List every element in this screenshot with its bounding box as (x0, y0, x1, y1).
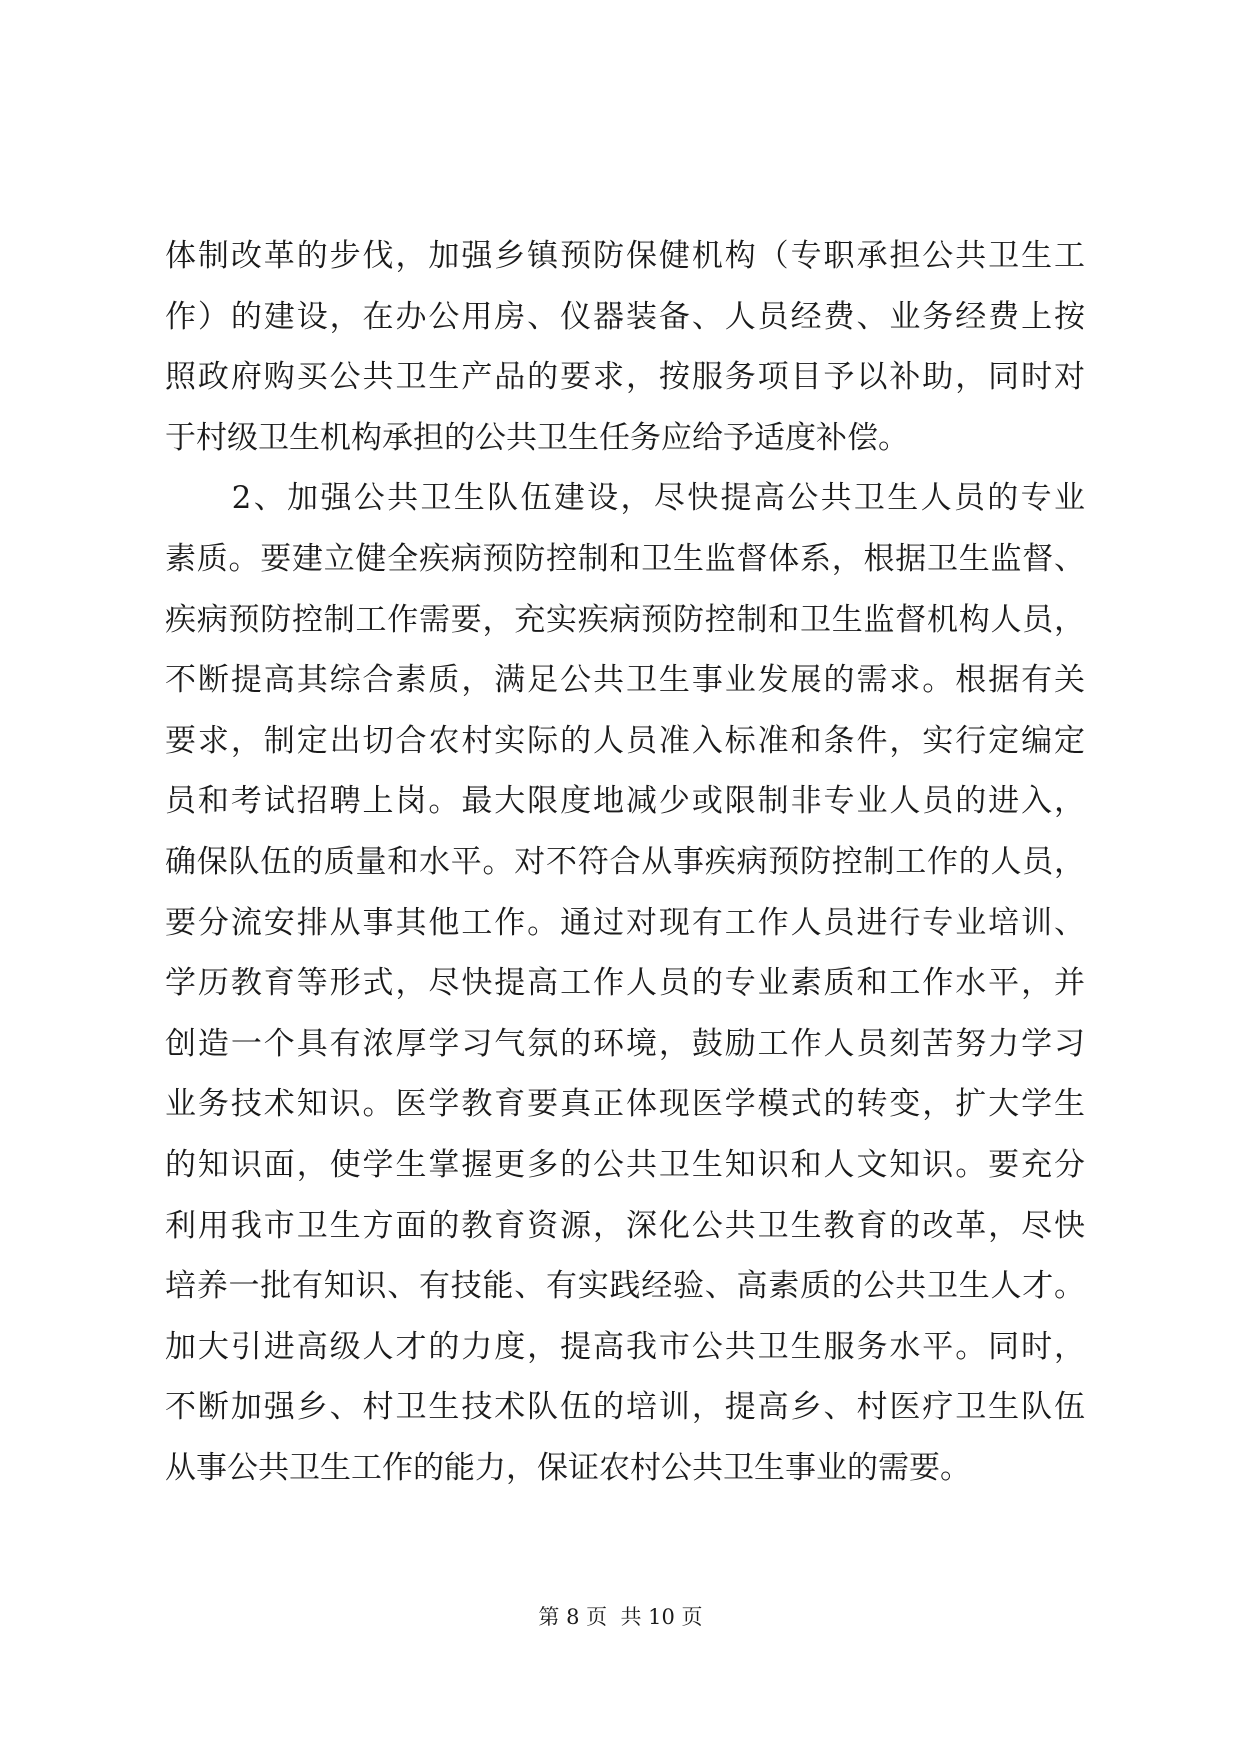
body-text (165, 226, 1085, 1498)
page-footer (0, 1602, 1241, 1632)
text-line: 加大引进高级人才的力度，提高我市公共卫生服务水平。同时， (165, 1328, 1085, 1365)
text-line: 体制改革的步伐，加强乡镇预防保健机构（专职承担公共卫生工 (165, 238, 1085, 274)
text-line: 素质。要建立健全疾病预防控制和卫生监督体系，根据卫生监督、 (165, 540, 1085, 577)
text-line: 员和考试招聘上岗。最大限度地减少或限制非专业人员的进入， (165, 783, 1085, 820)
text-line: 要求，制定出切合农村实际的人员准入标准和条件，实行定编定 (165, 722, 1085, 759)
page-number: 第 8 页 共 10 页 (538, 1605, 703, 1629)
text-line: 利用我市卫生方面的教育资源，深化公共卫生教育的改革，尽快 (165, 1207, 1085, 1244)
text-line: 于村级卫生机构承担的公共卫生任务应给予适度补偿。 (165, 419, 909, 456)
text-line: 照政府购买公共卫生产品的要求，按服务项目予以补助，同时对 (165, 359, 1085, 396)
text-line: 学历教育等形式，尽快提高工作人员的专业素质和工作水平，并 (165, 965, 1085, 1002)
text-line: 业务技术知识。医学教育要真正体现医学模式的转变，扩大学生 (165, 1086, 1085, 1123)
text-line: 创造一个具有浓厚学习气氛的环境，鼓励工作人员刻苦努力学习 (165, 1025, 1085, 1062)
text-line: 确保队伍的质量和水平。对不符合从事疾病预防控制工作的人员， (165, 843, 1085, 880)
text-line: 不断提高其综合素质，满足公共卫生事业发展的需求。根据有关 (165, 662, 1085, 699)
text-line: 作）的建设，在办公用房、仪器装备、人员经费、业务经费上按 (165, 298, 1085, 335)
text-line: 疾病预防控制工作需要，充实疾病预防控制和卫生监督机构人员， (165, 601, 1085, 638)
text-line: 的知识面，使学生掌握更多的公共卫生知识和人文知识。要充分 (165, 1146, 1085, 1183)
text-line: 培养一批有知识、有技能、有实践经验、高素质的公共卫生人才。 (165, 1268, 1085, 1305)
text-line: 不断加强乡、村卫生技术队伍的培训，提高乡、村医疗卫生队伍 (165, 1389, 1085, 1426)
text-line: 2、加强公共卫生队伍建设，尽快提高公共卫生人员的专业 (165, 480, 1085, 517)
text-line: 要分流安排从事其他工作。通过对现有工作人员进行专业培训、 (165, 904, 1085, 941)
text-line: 从事公共卫生工作的能力，保证农村公共卫生事业的需要。 (165, 1449, 971, 1486)
